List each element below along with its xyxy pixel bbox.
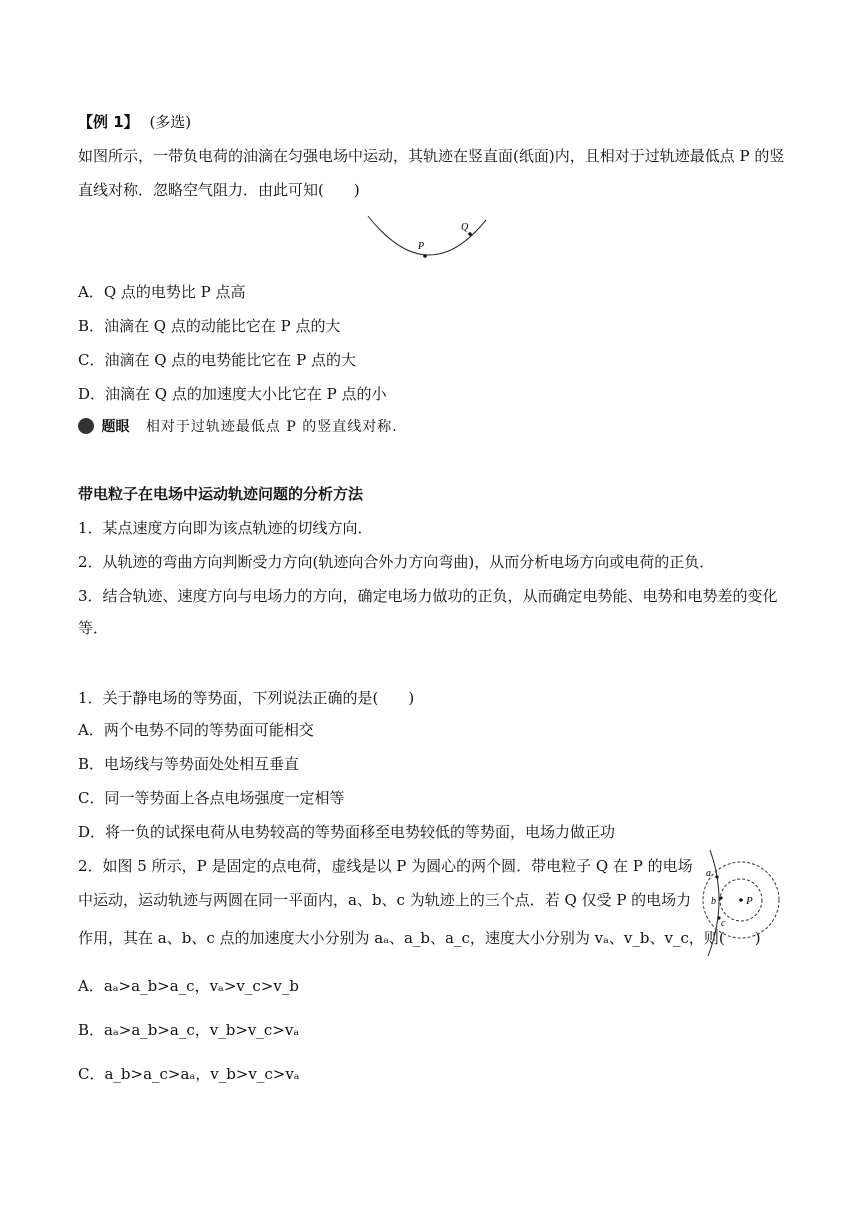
example-note: (多选) — [149, 113, 192, 131]
method-item-3: 3．结合轨迹、速度方向与电场力的方向，确定电场力做功的正负，从而确定电势能、电势和电势差的变化 — [78, 587, 778, 605]
point-q-dot — [468, 232, 472, 236]
example-stem-line1: 如图所示，一带负电荷的油滴在匀强电场中运动，其轨迹在竖直面(纸面)内，且相对于过轨迹最低点 P 的竖 — [78, 147, 785, 165]
point-p-dot — [423, 254, 427, 258]
label-q: Q — [461, 222, 469, 233]
method-item-1: 1．某点速度方向即为该点轨迹的切线方向． — [78, 519, 373, 537]
label-c: c — [721, 918, 726, 929]
example-option-b: B．油滴在 Q 点的动能比它在 P 点的大 — [78, 317, 341, 335]
trajectory-figure — [360, 212, 500, 268]
example-stem-line2: 直线对称．忽略空气阻力．由此可知( ) — [78, 181, 360, 199]
q2-option-a: A．aₐ>a_b>a_c，vₐ>v_c>v_b — [78, 977, 299, 995]
q2-stem-line1: 2．如图 5 所示，P 是固定的点电荷，虚线是以 P 为圆心的两个圆．带电粒子 Q 在 P 的电场 — [78, 857, 693, 875]
label-b: b — [711, 896, 716, 907]
trajectory-curve — [368, 216, 486, 255]
method-title: 带电粒子在电场中运动轨迹问题的分析方法 — [78, 485, 364, 503]
q1-option-b: B．电场线与等势面处处相互垂直 — [78, 755, 300, 773]
eye-icon — [78, 418, 94, 434]
example-heading-line — [78, 112, 191, 132]
tip-row — [78, 416, 398, 436]
q2-stem-line3: 作用，其在 a、b、c 点的加速度大小分别为 aₐ、a_b、a_c，速度大小分别为 vₐ、v_b、v_c，则( ) — [78, 929, 761, 947]
q2-option-b: B．aₐ>a_b>a_c，v_b>v_c>vₐ — [78, 1021, 300, 1039]
point-b-dot — [719, 896, 722, 899]
example-heading: 【例 1】 — [78, 113, 139, 131]
q2-option-c: C．a_b>a_c>aₐ，v_b>v_c>vₐ — [78, 1065, 300, 1083]
field-figure — [698, 848, 784, 958]
charge-p-dot — [739, 898, 743, 902]
label-a: a — [706, 868, 711, 879]
tip-text: 相对于过轨迹最低点 P 的竖直线对称. — [145, 419, 398, 435]
example-option-d: D．油滴在 Q 点的加速度大小比它在 P 点的小 — [78, 385, 387, 403]
point-a-dot — [715, 875, 718, 878]
q1-option-c: C．同一等势面上各点电场强度一定相等 — [78, 789, 345, 807]
method-item-3-cont: 等． — [78, 619, 109, 637]
example-option-a: A．Q 点的电势比 P 点高 — [78, 283, 246, 301]
method-item-2: 2．从轨迹的弯曲方向判断受力方向(轨迹向合外力方向弯曲)，从而分析电场方向或电荷的正负． — [78, 553, 715, 571]
label-charge-p: P — [746, 895, 753, 907]
q1-option-a: A．两个电势不同的等势面可能相交 — [78, 721, 314, 739]
q1-stem: 1．关于静电场的等势面，下列说法正确的是( ) — [78, 689, 415, 707]
q2-stem-line2: 中运动，运动轨迹与两圆在同一平面内，a、b、c 为轨迹上的三个点．若 Q 仅受 P 的电场力 — [78, 891, 692, 909]
label-p: P — [418, 241, 425, 252]
example-option-c: C．油滴在 Q 点的电势能比它在 P 点的大 — [78, 351, 356, 369]
tip-label: 题眼 — [101, 419, 130, 435]
q1-option-d: D．将一负的试探电荷从电势较高的等势面移至电势较低的等势面，电场力做正功 — [78, 823, 616, 841]
